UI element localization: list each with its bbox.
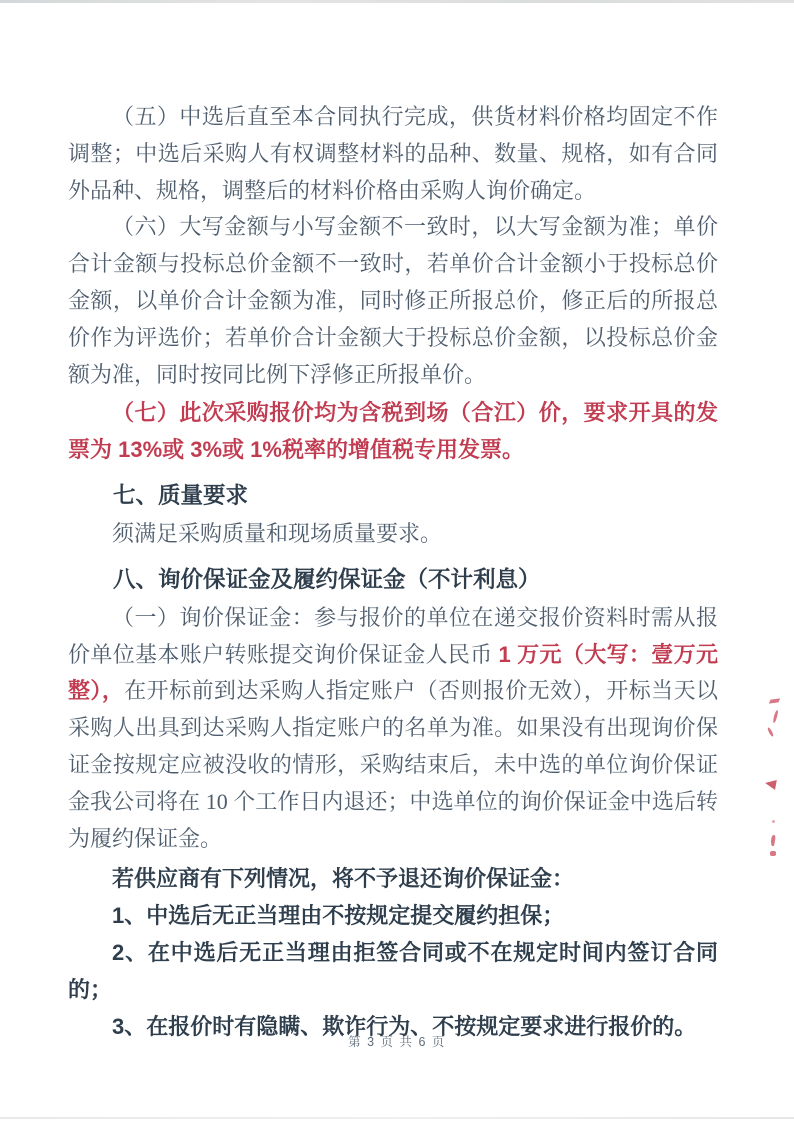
seal-mark-fragment: [772, 820, 775, 823]
seal-mark-fragment: [770, 851, 776, 856]
page-number-footer: 第 3 页 共 6 页: [348, 1035, 446, 1049]
paragraph-clause-5: （五）中选后直至本合同执行完成，供货材料价格均固定不作调整；中选后采购人有权调整材料的品种、数量、规格，如有合同外品种、规格，调整后的材料价格由采购人询价确定。: [68, 104, 718, 203]
seal-mark-fragment: [772, 710, 778, 723]
forfeit-item-3: 3、在报价时有隐瞒、欺诈行为、不按规定要求进行报价的。: [112, 1013, 697, 1039]
scan-edge-bottom: [0, 1117, 794, 1119]
forfeit-item-1: 1、中选后无正当理由不按规定提交履约担保；: [112, 903, 565, 929]
paragraph-deposit: [68, 600, 718, 858]
deposit-amount-highlight: 1 万元（大写：壹万元整），: [68, 641, 718, 704]
deposit-text-before-amount: （一）询价保证金：参与报价的单位在递交报价资料时需从报价单位基本账户转账提交询价保证金人民币: [68, 604, 718, 667]
deposit-text-after-amount: 在开标前到达采购人指定账户（否则报价无效），开标当天以采购人出具到达采购人指定账户的名单为准。如果没有出现询价保证金按规定应被没收的情形，采购结束后，未中选的单位询价保证金我公司将在 10 个工作日内退还；中选单位的询价保证金中选后转为履约保证金。: [68, 678, 718, 851]
heading-deposit: 八、询价保证金及履约保证金（不计利息）: [113, 566, 541, 592]
paragraph-quality: 须满足采购质量和现场质量要求。: [112, 520, 443, 546]
seal-mark-fragment: [767, 727, 774, 737]
document-body: [68, 99, 718, 1045]
heading-quality-requirements: 七、质量要求: [113, 482, 249, 508]
seal-mark-fragment: [769, 698, 780, 703]
seal-mark-fragment: [764, 778, 777, 790]
paragraph-clause-7-tax: （七）此次采购报价均为含税到场（合江）价，要求开具的发票为 13%或 3%或 1%税率的增值税专用发票。: [68, 400, 718, 463]
forfeit-item-2: 2、在中选后无正当理由拒签合同或不在规定时间内签订合同的；: [68, 939, 718, 1002]
scan-edge-top: [0, 0, 794, 3]
seal-mark-fragment: [770, 835, 776, 847]
paragraph-forfeit-intro: 若供应商有下列情况，将不予退还询价保证金：: [112, 866, 575, 892]
paragraph-clause-6: （六）大写金额与小写金额不一致时，以大写金额为准；单价合计金额与投标总价金额不一致时，若单价合计金额小于投标总价金额，以单价合计金额为准，同时修正所报总价，修正后的所报总价作为评选价；若单价合计金额大于投标总价金额，以投标总价金额为准，同时按同比例下浮修正所报单价。: [68, 214, 718, 387]
